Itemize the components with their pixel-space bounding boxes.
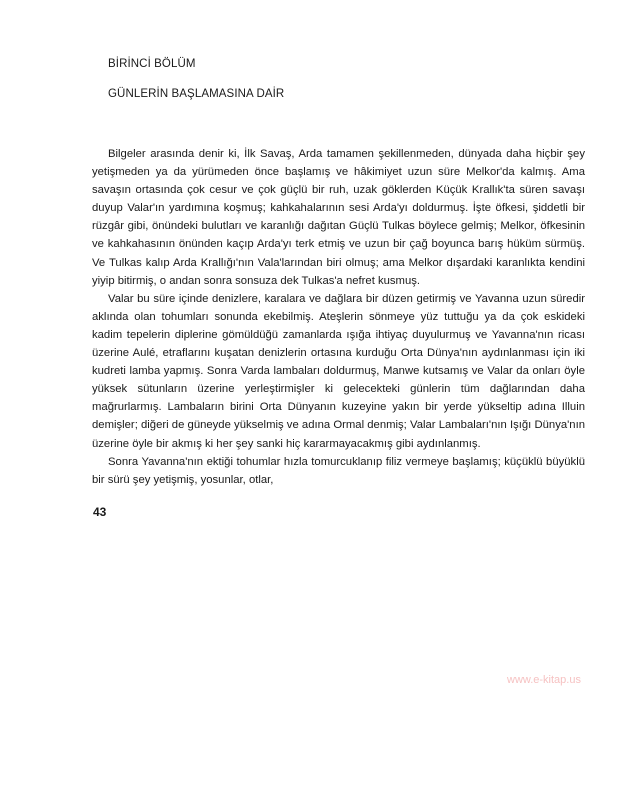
chapter-title: GÜNLERİN BAŞLAMASINA DAİR [108,88,285,100]
body-text [92,145,585,489]
paragraph: Valar bu süre içinde denizlere, karalara ve dağlara bir düzen getirmiş ve Yavanna uzun süredir aklında olan tohumları sonunda ekebilmiş. Ateşlerin sönmeye yüz tuttuğu ya da çok eskideki kadim tepelerin diplerine gömüldüğü zamanlarda ışığa ihtiyaç duyulurmuş ve Yavanna'nın ricası üzerine Aulé, etraflarını kuşatan denizlerin ortasına kurduğu Orta Dünya'nın aydınlanması için iki kudreti lamba yapmış. Sonra Varda lambaları doldurmuş, Manwe kutsamış ve Valar da onları öyle yüksek sütunların üzerine yerleştirmişler ki gelecekteki günlerin tüm dağlarından daha mağrurlarmış. Lambaların birini Orta Dünyanın kuzeyine yakın bir yerde yükseltip adına Illuin demişler; diğeri de güneyde yükselmiş ve adına Ormal denmiş; Valar Lambaları'nın Işığı Dünya'nın üzerine öyle bir akmış ki her şey sanki hiç kararmayacakmış gibi aydınlanmış. [92,292,585,450]
watermark: www.e-kitap.us [507,674,581,686]
paragraph: Bilgeler arasında denir ki, İlk Savaş, Arda tamamen şekillenmeden, dünyada daha hiçbir şey yetişmeden ya da yürümeden önce başlamış ve hâkimiyet uzun süre Melkor'da kalmış. Ama savaşın ortasında çok cesur ve çok güçlü bir ruh, uzak göklerden Küçük Krallık'ta süren savaşı duyup Valar'ın yardımına koşmuş; kahkahalarının sesi Arda'yı doldurmuş. İşte öfkesi, şiddetli bir rüzgâr gibi, önündeki bulutları ve karanlığı dağıtan Güçlü Tulkas böylece gelmiş; Melkor, öfkesinin ve kahkahasının önünden kaçıp Arda'yı terk etmiş ve uzun bir çağ boyunca barış hüküm sürmüş. Ve Tulkas kalıp Arda Krallığı'nın Vala'larından biri olmuş; ama Melkor dışardaki karanlıkta kendini yiyip bitirmiş, o andan sonra sonsuza dek Tulkas'a nefret kusmuş. [92,148,585,287]
paragraph: Sonra Yavanna'nın ektiği tohumlar hızla tomurcuklanıp filiz vermeye başlamış; küçüklü büyüklü bir sürü şey yetişmiş, yosunlar, otlar, [92,455,585,486]
chapter-heading: BİRİNCİ BÖLÜM [108,58,196,70]
page-number: 43 [93,505,107,519]
